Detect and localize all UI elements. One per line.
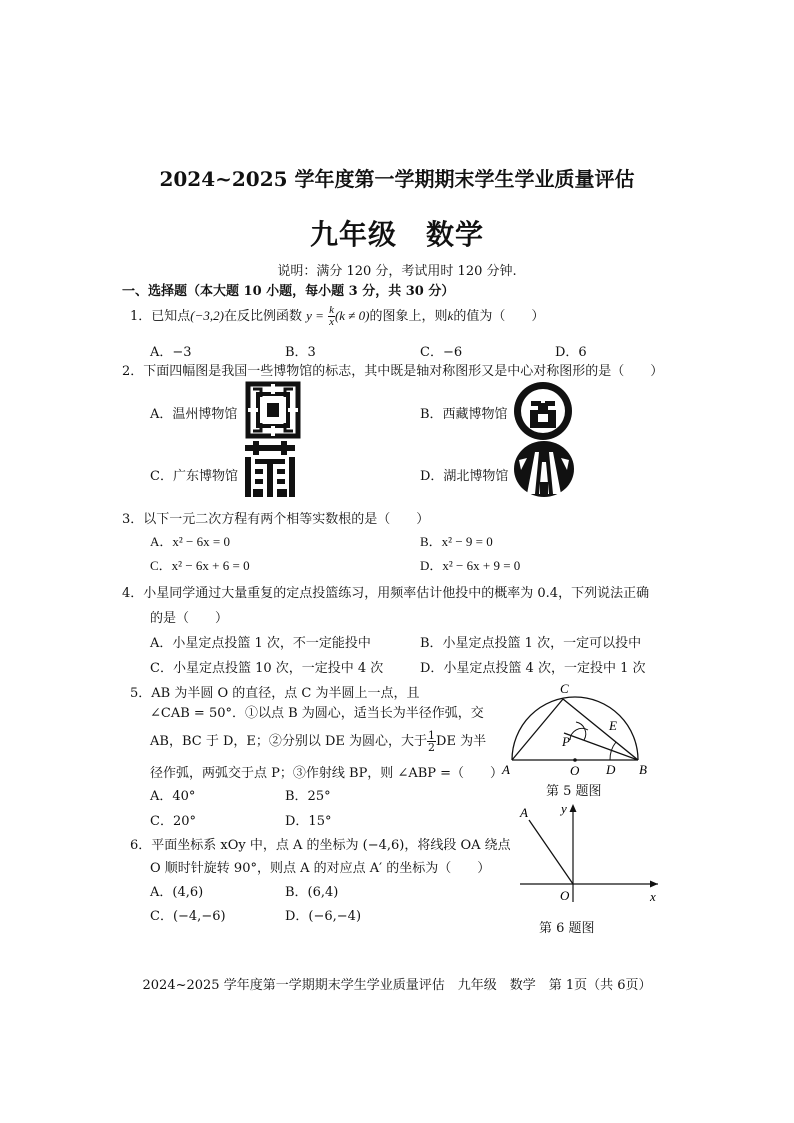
hubei-museum-logo xyxy=(513,440,575,498)
figure-6-caption: 第 6 题图 xyxy=(539,921,595,936)
exam-note: 说明：满分 120 分，考试用时 120 分钟. xyxy=(277,264,517,279)
q4-option-a: A．小星定点投篮 1 次，不一定能投中 xyxy=(150,636,371,651)
question-3-stem: 3．以下一元二次方程有两个相等实数根的是（ ） xyxy=(122,512,430,527)
wenzhou-museum-logo xyxy=(245,381,301,439)
question-4-stem-line2: 的是（ ） xyxy=(150,611,229,626)
q5-option-a: A．40° xyxy=(150,789,196,804)
q5-option-d: D．15° xyxy=(285,814,332,829)
fig6-label-a: A xyxy=(520,805,528,820)
figure-6-coordinate-plane xyxy=(510,798,670,910)
fig5-label-a: A xyxy=(502,762,510,777)
q2-option-a: A．温州博物馆 xyxy=(150,407,238,422)
fig6-label-o: O xyxy=(560,888,570,903)
fig5-label-e: E xyxy=(609,718,617,733)
q5-option-c: C．20° xyxy=(150,814,196,829)
question-2-stem: 2．下面四幅图是我国一些博物馆的标志，其中既是轴对称图形又是中心对称图形的是（ ） xyxy=(122,364,664,379)
tibet-museum-logo xyxy=(513,381,573,441)
page-footer: 2024~2025 学年度第一学期期末学生学业质量评估 九年级 数学 第 1页（共 6页） xyxy=(142,978,652,993)
question-6-line1: 6．平面坐标系 xOy 中，点 A 的坐标为 (−4,6)，将线段 OA 绕点 xyxy=(130,838,511,853)
question-5-line2: ∠CAB = 50°．①以点 B 为圆心，适当长为半径作弧，交 xyxy=(150,706,484,721)
exam-subject: 九年级 数学 xyxy=(309,218,484,251)
q6-option-a: A．(4,6) xyxy=(150,885,204,900)
q4-option-b: B．小星定点投篮 1 次，一定可以投中 xyxy=(420,636,642,651)
question-4-stem-line1: 4．小星同学通过大量重复的定点投篮练习，用频率估计他投中的概率为 0.4，下列说法正确 xyxy=(122,586,650,601)
q1-option-c: C．−6 xyxy=(420,345,463,360)
q1-option-b: B．3 xyxy=(285,345,316,360)
question-1-stem: 1．已知点(−3,2)在反比例函数 y = $\frac{k}{x}$ (k ≠ 0)的图象上，则k的值为（ ） xyxy=(130,304,545,328)
question-5-line4: 径作弧，两弧交于点 P；③作射线 BP，则 ∠ABP =（ ） xyxy=(150,766,504,781)
section-title: 一、选择题（本大题 10 小题，每小题 3 分，共 30 分） xyxy=(122,284,455,299)
exam-title: 2024~2025 学年度第一学期期末学生学业质量评估 xyxy=(159,167,635,191)
figure-5-semicircle xyxy=(500,676,660,780)
fig5-label-b: B xyxy=(639,762,647,777)
question-5-line1: 5．AB 为半圆 O 的直径，点 C 为半圆上一点，且 xyxy=(130,686,420,701)
q4-option-c: C．小星定点投篮 10 次，一定投中 4 次 xyxy=(150,661,384,676)
q3-option-d: D．x² − 6x + 9 = 0 xyxy=(420,558,521,573)
q6-option-b: B．(6,4) xyxy=(285,885,339,900)
q1-option-d: D．6 xyxy=(555,345,587,360)
q3-option-b: B．x² − 9 = 0 xyxy=(420,534,493,549)
question-5-line3: AB，BC 于 D，E；②分别以 DE 为圆心，大于 $\frac{1}{2}$ DE 为半 xyxy=(150,729,487,754)
q2-option-b: B．西藏博物馆 xyxy=(420,407,508,422)
q5-option-b: B．25° xyxy=(285,789,331,804)
fig5-label-o: O xyxy=(570,763,580,778)
q4-option-d: D．小星定点投篮 4 次，一定投中 1 次 xyxy=(420,661,646,676)
q2-option-d: D．湖北博物馆 xyxy=(420,469,509,484)
fraction-k-over-x: $\frac{k}{x}$ xyxy=(329,304,334,328)
fig5-label-d: D xyxy=(606,762,616,777)
q3-option-a: A．x² − 6x = 0 xyxy=(150,534,230,549)
fig6-label-x: x xyxy=(650,889,656,904)
fig5-label-p: P xyxy=(562,734,570,749)
q2-option-c: C．广东博物馆 xyxy=(150,469,238,484)
guangdong-museum-logo xyxy=(243,441,297,499)
q6-option-d: D．(−6,−4) xyxy=(285,909,362,924)
q3-option-c: C．x² − 6x + 6 = 0 xyxy=(150,558,250,573)
fig5-label-c: C xyxy=(560,681,569,696)
figure-5-caption: 第 5 题图 xyxy=(546,784,602,799)
q1-option-a: A．−3 xyxy=(150,345,192,360)
question-6-line2: O 顺时针旋转 90°，则点 A 的对应点 A′ 的坐标为（ ） xyxy=(150,861,491,876)
fraction-one-half: $\frac{1}{2}$ xyxy=(428,729,436,754)
fig6-label-y: y xyxy=(561,801,567,816)
q6-option-c: C．(−4,−6) xyxy=(150,909,226,924)
